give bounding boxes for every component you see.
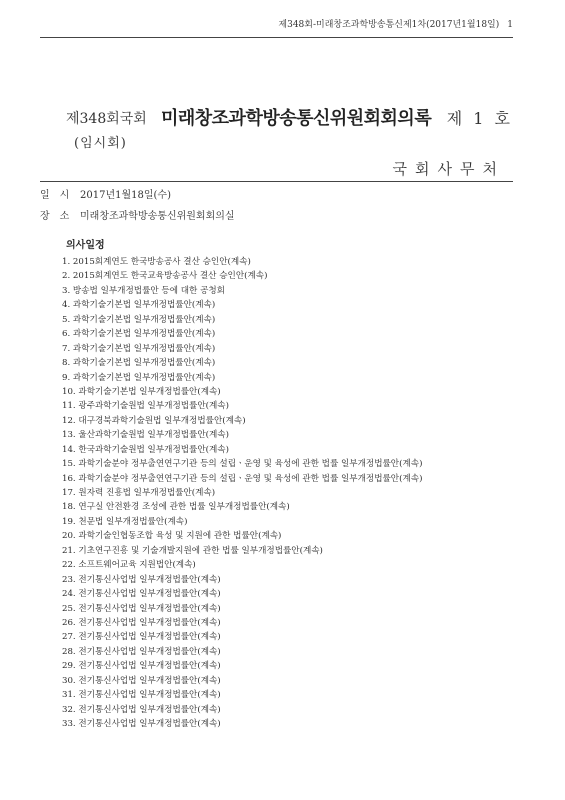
agenda-item: 31. 전기통신사업법 일부개정법률안(계속) xyxy=(62,690,221,701)
session-type: (임시회) xyxy=(74,136,127,151)
issue-number: 제 1 호 xyxy=(446,109,513,128)
page-number: 1 xyxy=(507,20,513,30)
agenda-item: 18. 연구실 안전환경 조성에 관한 법률 일부개정법률안(계속) xyxy=(62,502,290,513)
place-value: 미래창조과학방송통신위원회회의실 xyxy=(80,211,235,222)
meeting-date-row xyxy=(40,186,171,201)
agenda-item: 20. 과학기술인협동조합 육성 및 지원에 관한 법률안(계속) xyxy=(62,531,282,542)
place-label: 장소 xyxy=(40,211,80,222)
agenda-item: 6. 과학기술기본법 일부개정법률안(계속) xyxy=(62,329,216,340)
running-header-title: 제348회-미래창조과학방송통신제1차(2017년1월18일) xyxy=(278,20,500,30)
agenda-item: 11. 광주과학기술원법 일부개정법률안(계속) xyxy=(62,401,229,412)
agenda-item: 26. 전기통신사업법 일부개정법률안(계속) xyxy=(62,617,221,628)
agenda-item: 30. 전기통신사업법 일부개정법률안(계속) xyxy=(62,675,221,686)
agenda-item: 19. 천문법 일부개정법률안(계속) xyxy=(62,516,188,527)
agenda-section xyxy=(62,236,522,731)
agenda-item: 22. 소프트웨어교육 지원법안(계속) xyxy=(62,560,196,571)
agenda-item: 3. 방송법 일부개정법률안 등에 대한 공청회 xyxy=(62,285,225,296)
agenda-list xyxy=(62,255,522,731)
agenda-item: 2. 2015회계연도 한국교육방송공사 결산 승인안(계속) xyxy=(62,271,268,282)
agenda-item: 9. 과학기술기본법 일부개정법률안(계속) xyxy=(62,372,216,383)
date-label: 일시 xyxy=(40,190,80,201)
running-header xyxy=(278,17,513,30)
publisher: 국회사무처 xyxy=(392,160,505,178)
agenda-item: 13. 울산과학기술원법 일부개정법률안(계속) xyxy=(62,430,229,441)
section-divider xyxy=(40,181,513,182)
agenda-item: 29. 전기통신사업법 일부개정법률안(계속) xyxy=(62,661,221,672)
agenda-title: 의사일정 xyxy=(66,240,105,251)
agenda-item: 7. 과학기술기본법 일부개정법률안(계속) xyxy=(62,343,216,354)
agenda-item: 4. 과학기술기본법 일부개정법률안(계속) xyxy=(62,300,216,311)
agenda-item: 16. 과학기술분야 정부출연연구기관 등의 설립ㆍ운영 및 육성에 관한 법률 일부개정법률안(계속) xyxy=(62,473,423,484)
agenda-item: 12. 대구경북과학기술원법 일부개정법률안(계속) xyxy=(62,415,246,426)
agenda-item: 24. 전기통신사업법 일부개정법률안(계속) xyxy=(62,589,221,600)
agenda-item: 15. 과학기술분야 정부출연연구기관 등의 설립ㆍ운영 및 육성에 관한 법률 일부개정법률안(계속) xyxy=(62,459,423,470)
agenda-item: 23. 전기통신사업법 일부개정법률안(계속) xyxy=(62,574,221,585)
agenda-item: 28. 전기통신사업법 일부개정법률안(계속) xyxy=(62,646,221,657)
agenda-item: 14. 한국과학기술원법 일부개정법률안(계속) xyxy=(62,444,229,455)
agenda-item: 27. 전기통신사업법 일부개정법률안(계속) xyxy=(62,632,221,643)
agenda-item: 8. 과학기술기본법 일부개정법률안(계속) xyxy=(62,358,216,369)
agenda-item: 1. 2015회계연도 한국방송공사 결산 승인안(계속) xyxy=(62,257,251,267)
date-value: 2017년1월18일(수) xyxy=(80,190,171,201)
agenda-item: 33. 전기통신사업법 일부개정법률안(계속) xyxy=(62,719,221,729)
agenda-item: 5. 과학기술기본법 일부개정법률안(계속) xyxy=(62,314,216,325)
session-label: 제348회국회 xyxy=(66,111,147,127)
committee-title: 미래창조과학방송통신위원회회의록 xyxy=(161,108,432,129)
agenda-item: 17. 원자력 진흥법 일부개정법률안(계속) xyxy=(62,488,216,498)
agenda-item: 10. 과학기술기본법 일부개정법률안(계속) xyxy=(62,386,221,397)
agenda-item: 32. 전기통신사업법 일부개정법률안(계속) xyxy=(62,704,221,715)
agenda-item: 21. 기초연구진흥 및 기술개발지원에 관한 법률 일부개정법률안(계속) xyxy=(62,545,323,556)
agenda-item: 25. 전기통신사업법 일부개정법률안(계속) xyxy=(62,603,221,614)
meeting-place-row xyxy=(40,207,235,222)
top-divider xyxy=(40,37,513,38)
